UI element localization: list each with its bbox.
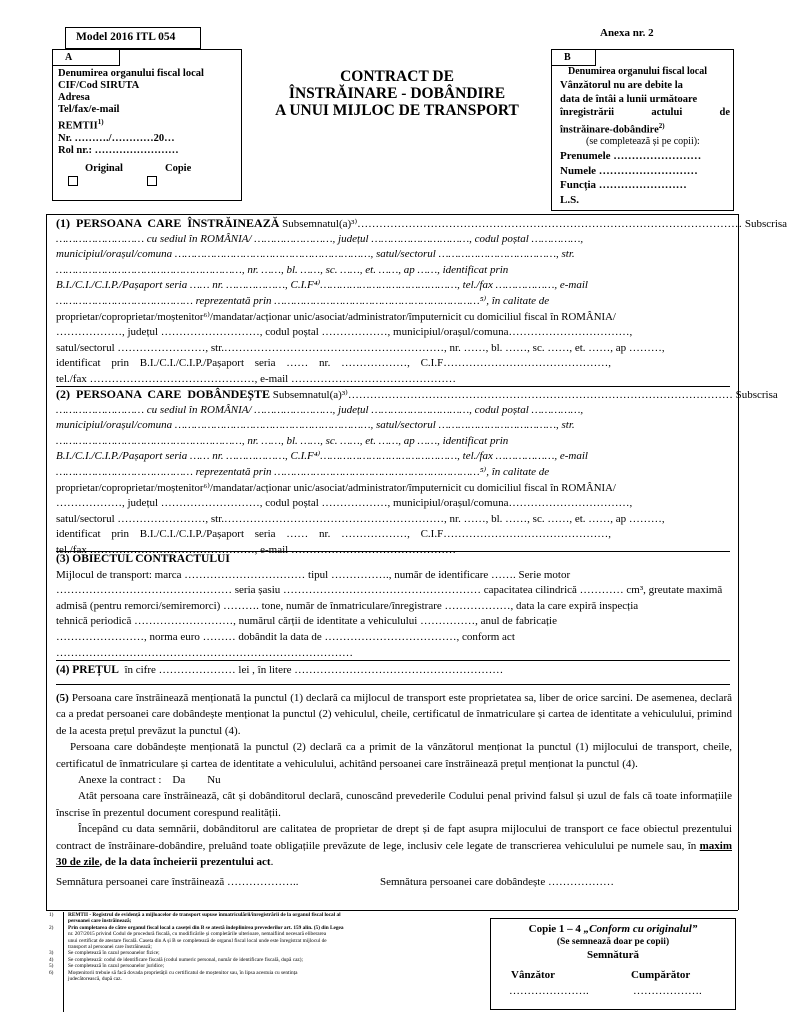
- main-frame-top: [46, 214, 738, 215]
- price-title: (4) PREȚUL: [56, 664, 119, 676]
- copy-subtitle: (Se semnează doar pe copii): [556, 937, 670, 947]
- box-b-label: B: [551, 49, 596, 66]
- model-label: Model 2016 ITL 054: [76, 31, 176, 43]
- buyer-row-8: ………………, județul ………………………, codul poștal ………………, municipiul/orașul/comuna……………………………,: [56, 497, 633, 510]
- copy-checkbox[interactable]: [147, 176, 157, 186]
- footnote-text: Se completează în cazul persoanelor juridice;: [68, 963, 165, 970]
- main-frame-right: [738, 214, 739, 910]
- title-line-1: CONTRACT DE: [340, 68, 454, 85]
- price-row: [56, 663, 734, 679]
- buyer-row-11: tel./fax ………………………………………, e-mail ………………………………………: [56, 543, 456, 556]
- footnote-number: [46, 976, 68, 982]
- section-declarations: [56, 690, 732, 870]
- box-a-fields: [58, 68, 204, 157]
- seller-row-2: ……………………… cu sediul în ROMÂNIA/ ……………………, județul …………………………, codul poștal ……………,: [56, 232, 584, 245]
- copy-seller-label: Vânzător: [511, 969, 555, 981]
- seller-row-11: tel./fax ………………………………………, e-mail ………………………………………: [56, 372, 456, 385]
- buyer-row-10: identificat prin B.I./C.I./C.I.P./Pașaport seria …… nr. ………………, C.I.F………………………………………,: [56, 528, 611, 541]
- seller-row-5: B.I./C.I./C.I.P./Pașaport seria …… nr. ………………, C.I.F⁴⁾……………………………………, tel./fax ………………, e-mail: [56, 279, 588, 292]
- annex-no[interactable]: Nu: [207, 774, 221, 787]
- section-object: [56, 552, 734, 661]
- remtii: REMTII$^{1)}$: [58, 118, 104, 132]
- tel-fax-email: Tel/fax/e-mail: [58, 104, 120, 115]
- seller-row-8: ………………, județul ………………………, codul poștal ………………, municipiul/orașul/comuna……………………………,: [56, 326, 633, 339]
- copy-label: Copie: [165, 163, 192, 174]
- object-row-3: admisă (pentru remorci/semiremorci) ………. tone, număr de înmatriculare/înregistrare ………………, data la care expiră inspecția: [56, 599, 639, 612]
- buyer-row-6: …………………………………… reprezentată prin ………………………………………………………⁵⁾, în calitate de: [56, 465, 550, 478]
- footnote-number: 4): [49, 956, 54, 963]
- copy-title: Copie 1 – 4 „Conform cu originalul”: [528, 923, 698, 935]
- footnote-number: 6): [49, 969, 54, 976]
- footnote-text: Moștenitorii trebuie să facă dovada proprietății cu certificatul de moștenitor sau, în lipsa acestuia cu sentința: [68, 969, 298, 976]
- footnote-divider: [63, 912, 64, 1012]
- address: Adresa: [58, 92, 90, 103]
- box-a: [52, 49, 242, 201]
- footnote-text: Se completează: codul de identificare fiscală (codul numeric personal, număr de identificare fiscală, după caz);: [68, 956, 304, 963]
- registration-number: Nr. ………./…………20…: [58, 132, 175, 144]
- original-label: Original: [85, 163, 123, 174]
- object-row-5: ……………………, norma euro ……… dobândit la data de ………………………………, conform act: [56, 630, 515, 643]
- buyer-row-1: (2) PERSOANA CARE DOBÂNDEȘTE Subsemnatul(a)³⁾…………………………………………………………………………………………… Subscrisa: [56, 387, 778, 401]
- section-seller: [56, 216, 787, 388]
- footnote-number: 5): [49, 963, 54, 970]
- model-box: [65, 27, 201, 49]
- buyer-row-2: ……………………… cu sediul în ROMÂNIA/ ……………………, județul …………………………, codul poștal ……………,: [56, 403, 584, 416]
- box-b-note: (se completează și pe copii):: [586, 136, 700, 147]
- footnote-text: unui certificat de atestare fiscală. Caseta din A și B se completează de organul fiscal local unde este înregistrat mijlocul de: [68, 937, 327, 944]
- buyer-row-9: satul/sectorul ……………………, str.……………………………………………………, nr. ……, bl. ……, sc. ……, et. ……, ap ………,: [56, 512, 665, 525]
- seller-signature[interactable]: Semnătura persoanei care înstrăinează ………………..: [56, 876, 299, 888]
- footnotes: [46, 912, 470, 982]
- box-b-signature-fields: [560, 149, 701, 207]
- title-line-2: ÎNSTRĂINARE - DOBÂNDIRE: [288, 85, 506, 102]
- declaration-buyer: Persoana care dobândește menționată la punctul (2) declară ca a primit de la vânzătorul menționat la punctul (1) mijlocului de transport, cheile, certificatul de înmatriculare și cartea de identitate a vehiculului, achitând persoanei care înstrăinează prețul menționat la punctul (4).: [56, 741, 732, 770]
- buyer-title: (2) PERSOANA CARE DOBÂNDEȘTE: [56, 387, 271, 401]
- seller-row-1: (1) PERSOANA CARE ÎNSTRĂINEAZĂ Subsemnatul(a)³⁾…………………………………………………………………………………………… Subscrisa: [56, 216, 787, 230]
- box-b: [551, 49, 734, 211]
- seller-title: (1) PERSOANA CARE ÎNSTRĂINEAZĂ: [56, 216, 280, 230]
- copy-buyer-label: Cumpărător: [631, 969, 691, 981]
- footnote-text: persoanei care înstrăinează;: [68, 918, 132, 925]
- copy-buyer-signature[interactable]: ……………….: [633, 985, 702, 997]
- buyer-row-4: …………………………………………………, nr. ……, bl. ……, sc. ……, et. ……, ap ……, identificat prin: [56, 434, 509, 447]
- box-b-statement: Vânzătorul nu are debite la data de întâi a lunii următoare înregistrării actului de înstrăinare-dobândire$^{2)}$: [560, 80, 730, 135]
- buyer-row-5: B.I./C.I./C.I.P./Pașaport seria …… nr. ………………, C.I.F⁴⁾……………………………………, tel./fax ………………, e-mail: [56, 450, 588, 463]
- divider-4: [56, 684, 730, 685]
- footnote-number: 1): [49, 912, 54, 918]
- section-buyer: [56, 387, 778, 559]
- first-name-field: Prenumele ……………………: [560, 150, 702, 162]
- object-row-4: tehnică periodică ………………………, numărul cărții de identitate a vehiculului ……………, anul de fabricație: [56, 615, 557, 628]
- box-b-organ: Denumirea organului fiscal local: [568, 66, 707, 77]
- seller-row-9: satul/sectorul ……………………, str.……………………………………………………, nr. ……, bl. ……, sc. ……, et. ……, ap ………,: [56, 341, 665, 354]
- footnote-number: 3): [49, 950, 54, 957]
- footnote-text: Se completează în cazul persoanelor fizice;: [68, 950, 160, 957]
- object-row-2: ………………………………………… seria șasiu ……………………………………………… capacitatea cilindrică ………… cm³, greutate maximă: [56, 584, 723, 597]
- footnote-text: nr. 207/2015 privind Codul de procedură fiscală, cu modificările și completările ulterioare, nemaifiind necesară eliberarea: [68, 931, 327, 938]
- box-a-label: A: [52, 49, 120, 66]
- seller-row-10: identificat prin B.I./C.I./C.I.P./Pașaport seria …… nr. ………………, C.I.F………………………………………,: [56, 357, 611, 370]
- footnote-number: 2): [49, 924, 54, 931]
- copy-signature-label: Semnătură: [587, 949, 639, 961]
- object-row-1: Mijlocul de transport: marca …………………………… tipul ……………., număr de identificare ……. Serie motor: [56, 568, 571, 581]
- fiscal-organ-name: Denumirea organului fiscal local: [58, 68, 204, 79]
- cif-siruta: CIF/Cod SIRUTA: [58, 80, 140, 91]
- last-name-field: Numele ………………………: [560, 164, 698, 177]
- seller-row-4: …………………………………………………, nr. ……, bl. ……, sc. ……, et. ……, ap ……, identificat prin: [56, 263, 509, 276]
- footnote-text: judecătorească, după caz.: [68, 976, 122, 983]
- declaration-seller: (5) Persoana care înstrăinează menționată la punctul (1) declară ca mijlocul de transport este proprietatea sa, liber de orice sarcini. De asemenea, declară ca a predat persoanei care dobândește menționat la punctul (2) vehiculul, cheile, certificatul de înmatriculare și cartea de identitate a vehiculului, primind de la acesta prețul prevăzut la punctul (4).: [56, 692, 733, 737]
- annex-label: Anexa nr. 2: [600, 27, 654, 39]
- main-frame-bottom: [46, 910, 738, 911]
- annex-row: Anexe la contract : Da Nu: [78, 774, 221, 787]
- seller-row-7: proprietar/coproprietar/moștenitor⁶⁾/mandatar/acționar unic/asociat/administrator/împuternicit cu domiciliul fiscal în ROMÂNIA/: [56, 310, 616, 323]
- role-number: Rol nr.: ……………………: [58, 144, 179, 156]
- footnote-text: REMTII - Registrul de evidență a mijloacelor de transport supuse înmatriculării/înregistrării de la organul fiscal local al: [68, 912, 341, 918]
- stamp-label: L.S.: [560, 193, 579, 206]
- main-frame-left: [46, 214, 47, 910]
- declaration-ownership: Începând cu data semnării, dobânditorul are calitatea de proprietar de drept și de fapt asupra mijlocului de transport ce face obiectul prezentului contract de înstrăinare-dobândire, preluând toate obligațiile prevăzute de lege, inclusiv cele legate de transcrierea vehiculului pe numele sau, în maxim 30 de zile, de la data încheierii prezentului act.: [56, 823, 733, 869]
- divider-3: [56, 660, 730, 661]
- seller-row-3: municipiul/orașul/comuna ……………………………………………………, satul/sectorul ………………………………, str.: [56, 248, 575, 261]
- original-checkbox[interactable]: [68, 176, 78, 186]
- function-field: Funcția ……………………: [560, 179, 687, 191]
- footnote-text: transport al persoanei care înstrăinează;: [68, 944, 152, 951]
- object-row-6: ………………………………………………………………………: [56, 646, 353, 659]
- buyer-row-3: municipiul/orașul/comuna ……………………………………………………, satul/sectorul ………………………………, str.: [56, 419, 575, 432]
- object-title: (3) OBIECTUL CONTRACTULUI: [56, 553, 230, 565]
- copy-box: [490, 918, 736, 1010]
- footnote-text: Prin completarea de către organul fiscal local a caseței din B se atestă îndeplinirea prevederilor art. 159 alin. (5) din Legea: [68, 924, 344, 931]
- document-title: [242, 68, 552, 119]
- title-line-3: A UNUI MIJLOC DE TRANSPORT: [275, 102, 519, 119]
- seller-row-6: …………………………………… reprezentată prin ………………………………………………………⁵⁾, în calitate de: [56, 294, 550, 307]
- buyer-row-7: proprietar/coproprietar/moștenitor⁶⁾/mandatar/acționar unic/asociat/administrator/împuternicit cu domiciliul fiscal în ROMÂNIA/: [56, 481, 616, 494]
- section-price: [56, 663, 734, 679]
- copy-seller-signature[interactable]: ………………….: [509, 985, 589, 997]
- price-text: în cifre ………………… lei , în litere …………………………………………………: [124, 664, 504, 676]
- footnote-row: [46, 976, 470, 982]
- buyer-signature[interactable]: Semnătura persoanei care dobândește ………………: [380, 876, 614, 888]
- annex-yes[interactable]: Da: [172, 774, 186, 787]
- declaration-penal: Atât persoana care înstrăinează, cât și dobânditorul declară, cunoscând prevederile Codului penal privind falsul și uzul de fals că toate informațiile înscrise în prezentul document corespund realității.: [56, 790, 732, 819]
